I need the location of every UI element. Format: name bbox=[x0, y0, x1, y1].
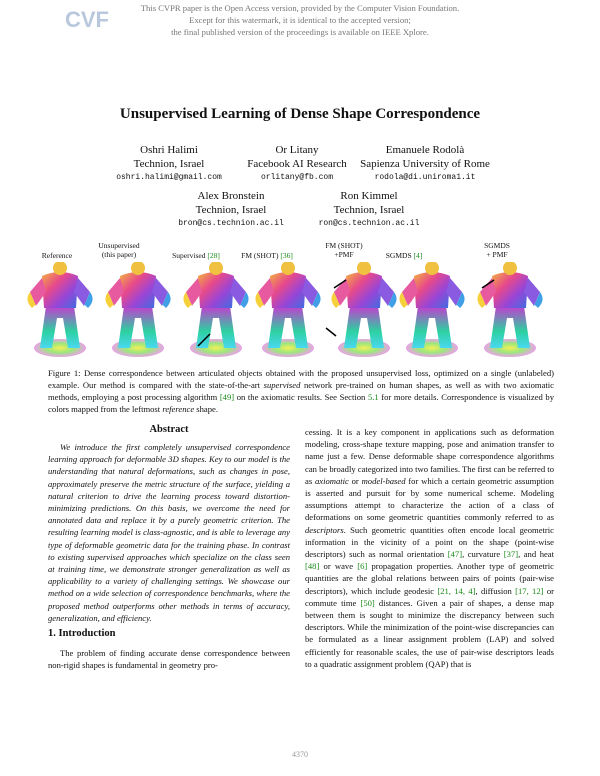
caption-text: for more details. Correspondence is visualized by colors mapped from the leftmost bbox=[48, 392, 554, 414]
citation-link[interactable]: [48] bbox=[305, 561, 320, 572]
abstract-heading: Abstract bbox=[149, 424, 189, 435]
author-block bbox=[269, 189, 469, 230]
figure-label-cite: [28] bbox=[207, 251, 220, 260]
body-text: . Such geometric quantities often encode local geometric information in the vicinity of a point on the shape (point-wise descriptors) such as normal orientation bbox=[305, 524, 554, 560]
figure-label-line: +PMF bbox=[334, 250, 354, 259]
citation-link[interactable]: [17, 12] bbox=[515, 585, 544, 596]
author-name: Oshri Halimi bbox=[140, 144, 198, 156]
banner-line: This CVPR paper is the Open Access version, provided by the Computer Vision Foundation. bbox=[140, 3, 460, 13]
paper-title: Unsupervised Learning of Dense Shape Correspondence bbox=[119, 106, 481, 122]
figure-label-cite: [36] bbox=[280, 251, 293, 260]
body-text: for which a certain geometric assumption is asserted and pursuit for by some numerical scheme. Modeling assumptions attempt to characterize the action of a class of deformations on some geometric quantities commonly referred to as bbox=[305, 475, 554, 523]
shape-unsupervised bbox=[105, 262, 170, 357]
figure-label-line: FM (SHOT) bbox=[241, 251, 279, 260]
author-email: orlitany@fb.com bbox=[260, 173, 333, 182]
caption-text: network pre-trained on human shapes, as well as with two axiomatic methods, employing a post processing algorithm bbox=[48, 380, 554, 402]
figure-label bbox=[359, 251, 449, 260]
caption-cite[interactable]: 5.1 bbox=[367, 392, 379, 402]
body-text: , and heat bbox=[518, 549, 555, 560]
figure-label bbox=[452, 241, 542, 259]
author-email: bron@cs.technion.ac.il bbox=[178, 219, 284, 228]
body-text: , diffusion bbox=[475, 585, 516, 596]
figure-caption bbox=[48, 367, 554, 415]
cvf-logo bbox=[64, 6, 110, 32]
author-affiliation: Technion, Israel bbox=[133, 158, 205, 170]
author-email: rodola@di.uniroma1.it bbox=[374, 173, 476, 182]
intro-heading: 1. Introduction bbox=[48, 628, 116, 639]
caption-em: supervised bbox=[263, 380, 301, 390]
body-text: propagation properties. Another type of geometric quantities are the global relations between pairs of points (pair-wise descriptors), which include geodesic bbox=[305, 561, 554, 596]
figure-label-line: (this paper) bbox=[101, 250, 137, 259]
figure-label-cite: [4] bbox=[413, 251, 423, 260]
citation-link[interactable]: [6] bbox=[357, 561, 368, 572]
author-email: ron@cs.technion.ac.il bbox=[318, 219, 420, 228]
author-affiliation: Technion, Israel bbox=[195, 204, 267, 216]
body-text: cessing. It is a key component in applications such as deformation modeling, cross-shape texture mapping, pose and animation transfer to name just a few. Dense deformable shape correspondence algorithms can be broadly categorized into two families. The first can be referred to as bbox=[305, 427, 554, 486]
banner-line: Except for this watermark, it is identical to the accepted version; bbox=[189, 15, 411, 25]
citation-link[interactable]: [50] bbox=[360, 597, 375, 608]
body-em: descriptors bbox=[305, 524, 344, 535]
body-text: distances. Given a pair of shapes, a dense map between them is sought to minimize the discrepancy between such descriptors. While the minimization of the point-wise discrepancies can be formulated as a linear assignment problem (LAP) and solved efficiently for reasonable scales, the use of pair-wise descriptors leads to a quadratic assignment problem (QAP) that is bbox=[305, 597, 554, 669]
author-name: Emanuele Rodolà bbox=[385, 144, 465, 156]
shape-supervised bbox=[183, 262, 248, 357]
author-block bbox=[325, 143, 525, 184]
caption-text: on the axiomatic results. See Section bbox=[234, 392, 368, 402]
abstract-text: We introduce the first completely unsupervised correspondence learning approach for deformable 3D shapes. Key to our model is the understanding that natural deformations, such as changes in pose, approximately preserve the metric structure of the surface, yielding a natural criterion to drive the learning process toward distortion-minimizing predictions. On this basis, we overcome the need for annotated data and replace it by a purely geometric criterion. The resulting learning model is class-agnostic, and is able to leverage any type of deformable geometric data for the training phase. In contrast to existing supervised approaches which specialize on the class seen at training time, we demonstrate stronger generalization as well as applicability to a variety of challenging settings. We showcase our method on a wide selection of correspondence benchmarks, where the proposed method outperforms other methods in terms of accuracy, generalization, and efficiency. bbox=[48, 442, 290, 623]
author-affiliation: Facebook AI Research bbox=[247, 158, 347, 170]
citation-link[interactable]: [37] bbox=[503, 549, 519, 560]
caption-em: reference bbox=[162, 404, 195, 414]
arrow-icon bbox=[326, 328, 336, 336]
body-text: or bbox=[348, 475, 362, 486]
figure-label-line: SGMDS bbox=[385, 251, 412, 260]
author-affiliation: Sapienza University of Rome bbox=[360, 158, 490, 170]
figure-label-line: Unsupervised bbox=[98, 241, 140, 250]
figure-label-line: Supervised bbox=[172, 251, 206, 260]
shape-fm-shot bbox=[255, 262, 320, 357]
caption-text: Figure 1: Dense correspondence between articulated objects obtained with the proposed unsupervised loss, optimized on a single (unlabeled) example. Our method is compared with the state-of-the-art bbox=[48, 368, 554, 390]
figure-label-line: + PMF bbox=[486, 250, 508, 259]
body-text: , curvature bbox=[462, 549, 504, 560]
shape-sgmds bbox=[399, 262, 464, 357]
body-em: model-based bbox=[361, 475, 406, 486]
figure-label-line: Reference bbox=[41, 251, 73, 260]
citation-link[interactable]: [47] bbox=[447, 549, 463, 560]
figure-label-line: FM (SHOT) bbox=[325, 241, 363, 250]
body-text: or commute time bbox=[305, 585, 554, 608]
figure-1-illustration bbox=[20, 262, 560, 362]
right-column-text bbox=[305, 426, 554, 670]
cvf-logo-text: CVF bbox=[65, 7, 109, 32]
body-text: or wave bbox=[319, 561, 358, 572]
figure-label-line: SGMDS bbox=[484, 241, 510, 250]
banner-line: the final published version of the proceedings is available on IEEE Xplore. bbox=[171, 27, 429, 37]
shape-fm-shot-pmf bbox=[331, 262, 396, 357]
watermark-banner bbox=[130, 2, 470, 38]
caption-text: shape. bbox=[194, 404, 219, 414]
citation-link[interactable]: [21, 14, 4] bbox=[437, 585, 476, 596]
author-name: Alex Bronstein bbox=[197, 190, 265, 202]
author-affiliation: Technion, Israel bbox=[333, 204, 405, 216]
body-em: axiomatic bbox=[314, 475, 349, 486]
author-name: Ron Kimmel bbox=[340, 190, 398, 202]
caption-cite[interactable]: [49] bbox=[219, 392, 235, 402]
shape-reference bbox=[27, 262, 92, 357]
author-email: oshri.halimi@gmail.com bbox=[116, 173, 222, 182]
shape-sgmds-pmf bbox=[477, 262, 542, 357]
intro-text: The problem of finding accurate dense correspondence between non-rigid shapes is fundamental in geometry pro- bbox=[48, 648, 290, 671]
page-number: 4370 bbox=[292, 750, 308, 759]
author-name: Or Litany bbox=[275, 144, 319, 156]
